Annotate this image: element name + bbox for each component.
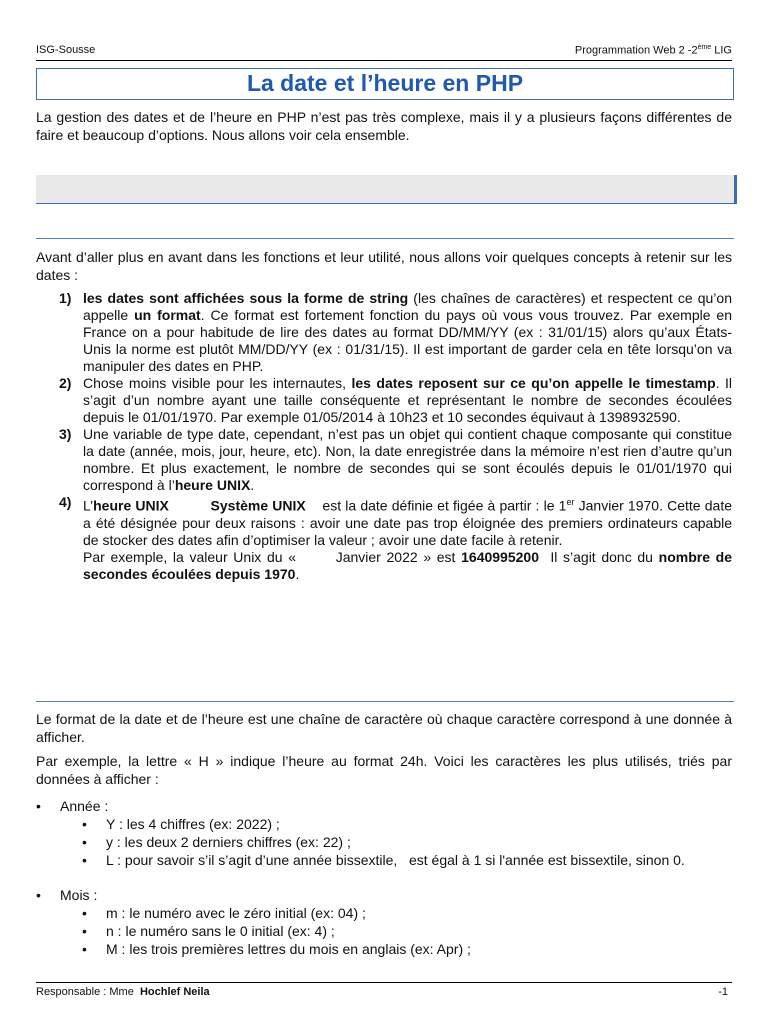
bullet-icon: • (36, 798, 41, 814)
list-item: • M : les trois premières lettres du mois en anglais (ex: Apr) ; (82, 941, 471, 957)
list-item: • m : le numéro avec le zéro initial (ex: 04) ; (82, 905, 366, 921)
title-box (36, 68, 734, 100)
unix-example: Par exemple, la valeur Unix du « Janvier 2022 » est 1640995200 Il s’agit donc du nombre de secondes écoulées depuis 1970. (83, 548, 732, 582)
bullet-icon: • (82, 834, 87, 850)
format-list-year (36, 797, 732, 869)
list-item: • y : les deux 2 derniers chiffres (ex: 22) ; (82, 834, 351, 850)
bullet-icon: • (82, 816, 87, 832)
page-footer (36, 982, 732, 1001)
bullet-icon: • (36, 887, 41, 903)
section2-paragraph-2: Par exemple, la lettre « H » indique l’heure au format 24h. Voici les caractères les plus utilisés, triés par données à afficher : (36, 753, 732, 787)
list-item: • n : le numéro sans le 0 initial (ex: 4) ; (82, 923, 335, 939)
list-item: • L : pour savoir s’il s’agit d’une année bissextile, est égal à 1 si l'année est bissextile, sinon 0. (82, 852, 685, 868)
list-heading: Année : (60, 798, 109, 814)
format-list-month (36, 886, 732, 958)
section-heading-bar (36, 175, 737, 204)
page-title: La date et l’heure en PHP (246, 70, 524, 96)
list-item: 2) Chose moins visible pour les internautes, les dates reposent sur ce qu’on appelle le timestamp. Il s’agit d’un nombre ayant une taille conséquente et représentant le nombre de secondes écoulées depuis le 01/01/1970. Par exemple 01/05/2014 à 10h23 et 10 secondes équivaut à 1398932590. (59, 375, 732, 425)
item-number: 3) (59, 426, 72, 442)
concepts-list (36, 290, 732, 583)
item-number: 1) (59, 290, 72, 306)
header-course: Programmation Web 2 -2ème LIG (574, 44, 732, 57)
list-item: 3) Une variable de type date, cependant, n’est pas un objet qui contient chaque composante qui constitue la date (année, mois, jour, heure, etc). Non, la date enregistrée dans la mémoire n’est rien d’autre qu’un nombre. Et plus exactement, le nombre de secondes qui se sont écoulés depuis le 01/01/1970 qui correspond à l’heure UNIX. (59, 426, 732, 493)
intro-paragraph: La gestion des dates et de l’heure en PHP n’est pas très complexe, mais il y a plusieurs façons différentes de faire et beaucoup d’options. Nous allons voir cela ensemble. (36, 109, 732, 143)
page-number: -1 (718, 986, 728, 998)
list-item: 1) les dates sont affichées sous la forme de string (les chaînes de caractères) et respectent ce qu’on appelle un format. Ce format est fortement fonction du pays où vous vous trouvez. Par exemple en France on a pour habitude de lire des dates au format DD/MM/YY (ex : 31/01/15) alors qu’aux États-Unis la norme est plutôt MM/DD/YY (ex : 01/31/15). Il est important de garder cela en tête lorsqu’on va manipuler des dates en PHP. (59, 290, 733, 374)
section-divider (36, 701, 734, 702)
item-number: 4) (59, 494, 72, 510)
section1-intro: Avant d’aller plus en avant dans les fonctions et leur utilité, nous allons voir quelques concepts à retenir sur les dates : (36, 249, 732, 283)
header-institution: ISG-Sousse (36, 44, 96, 56)
list-item: • Y : les 4 chiffres (ex: 2022) ; (82, 816, 280, 832)
bullet-icon: • (82, 941, 87, 957)
section2-paragraph-1: Le format de la date et de l’heure est une chaîne de caractère où chaque caractère correspond à une donnée à afficher. (36, 711, 732, 745)
list-heading: Mois : (60, 887, 98, 903)
section-divider (36, 238, 734, 239)
list-item: 4) L’heure UNIX Système UNIX est la date définie et figée à partir : le 1er Janvier 1970. Cette date a été désignée pour deux raisons : avoir une date pas trop éloignée des premiers ordinateurs capable de stocker des dates afin d’optimiser la valeur ; avoir une date facile à retenir. Par exemple, la valeur Unix du « Janvier 2022 » est 1640995200 Il s’agit donc du nombre de secondes écoulées depuis 1970. (59, 494, 733, 582)
page-header (36, 42, 732, 61)
bullet-icon: • (82, 852, 87, 868)
bullet-icon: • (82, 905, 87, 921)
item-number: 2) (59, 375, 72, 391)
footer-responsible: Responsable : Mme Hochlef Neila (36, 986, 210, 998)
bullet-icon: • (82, 923, 87, 939)
